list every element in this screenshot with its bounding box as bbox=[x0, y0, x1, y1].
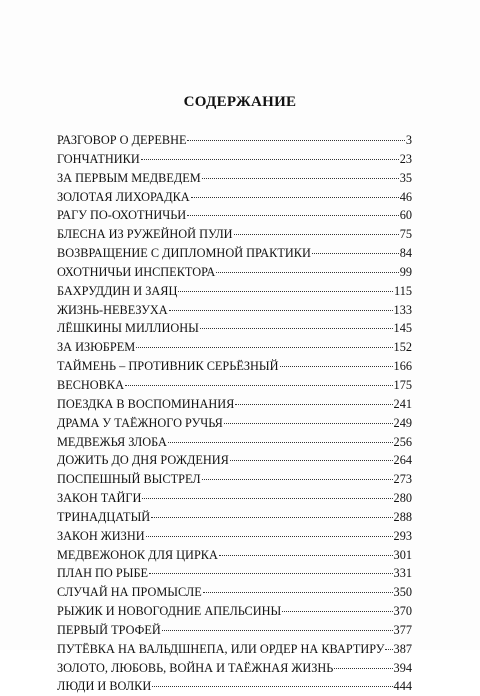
toc-entry bbox=[57, 414, 412, 433]
table-of-contents bbox=[57, 131, 412, 696]
toc-entry-page-number: 293 bbox=[393, 528, 412, 543]
dot-leader bbox=[168, 442, 393, 443]
dot-leader bbox=[312, 253, 399, 254]
dot-leader bbox=[235, 404, 392, 405]
toc-entry bbox=[57, 677, 412, 696]
toc-entry-page-number: 99 bbox=[399, 264, 412, 279]
toc-entry-page-number: 273 bbox=[393, 472, 412, 487]
toc-entry-page-number: 444 bbox=[393, 679, 412, 694]
toc-entry-page-number: 166 bbox=[393, 359, 412, 374]
toc-entry bbox=[57, 583, 412, 602]
dot-leader bbox=[149, 573, 393, 574]
toc-entry-title: СЛУЧАЙ НА ПРОМЫСЛЕ bbox=[57, 585, 202, 600]
toc-entry-title: ЗОЛОТАЯ ЛИХОРАДКА bbox=[57, 189, 190, 204]
toc-entry-title: МЕДВЕЖОНОК ДЛЯ ЦИРКА bbox=[57, 547, 218, 562]
toc-entry-page-number: 3 bbox=[405, 133, 412, 147]
toc-entry bbox=[57, 376, 412, 395]
toc-entry-title: ЗА ПЕРВЫМ МЕДВЕДЕМ bbox=[57, 170, 201, 185]
toc-entry-page-number: 152 bbox=[393, 340, 412, 355]
toc-entry-page-number: 280 bbox=[393, 491, 412, 506]
toc-entry-title: ТАЙМЕНЬ – ПРОТИВНИК СЕРЬЁЗНЫЙ bbox=[57, 359, 279, 374]
toc-entry-page-number: 264 bbox=[393, 453, 412, 468]
toc-entry bbox=[57, 451, 412, 470]
dot-leader bbox=[282, 611, 392, 612]
dot-leader bbox=[141, 159, 399, 160]
toc-entry bbox=[57, 433, 412, 452]
toc-entry-title: ЗОЛОТО, ЛЮБОВЬ, ВОЙНА И ТАЁЖНАЯ ЖИЗНЬ bbox=[57, 660, 334, 675]
toc-entry-title: БЛЕСНА ИЗ РУЖЕЙНОЙ ПУЛИ bbox=[57, 227, 233, 242]
dot-leader bbox=[191, 197, 399, 198]
toc-entry-page-number: 249 bbox=[393, 415, 412, 430]
toc-entry-title: ЛЁШКИНЫ МИЛЛИОНЫ bbox=[57, 321, 199, 336]
toc-entry bbox=[57, 282, 412, 301]
toc-entry-page-number: 35 bbox=[399, 170, 412, 185]
toc-entry bbox=[57, 131, 412, 150]
toc-entry-page-number: 46 bbox=[399, 189, 412, 204]
toc-entry-title: ЖИЗНЬ-НЕВЕЗУХА bbox=[57, 302, 168, 317]
dot-leader bbox=[136, 347, 392, 348]
toc-entry-title: ПУТЁВКА НА ВАЛЬДШНЕПА, ИЛИ ОРДЕР НА КВАРТИРУ bbox=[57, 641, 385, 656]
toc-entry bbox=[57, 206, 412, 225]
toc-entry bbox=[57, 395, 412, 414]
toc-entry bbox=[57, 527, 412, 546]
toc-entry-title: МЕДВЕЖЬЯ ЗЛОБА bbox=[57, 434, 167, 449]
dot-leader bbox=[219, 555, 393, 556]
toc-entry-title: ДРАМА У ТАЁЖНОГО РУЧЬЯ bbox=[57, 415, 223, 430]
toc-entry-title: ГОНЧАТНИКИ bbox=[57, 151, 140, 166]
toc-entry bbox=[57, 150, 412, 169]
toc-entry bbox=[57, 244, 412, 263]
dot-leader bbox=[234, 234, 399, 235]
dot-leader bbox=[202, 178, 399, 179]
dot-leader bbox=[152, 686, 392, 687]
toc-entry-title: ДОЖИТЬ ДО ДНЯ РОЖДЕНИЯ bbox=[57, 453, 229, 468]
dot-leader bbox=[280, 366, 393, 367]
toc-entry bbox=[57, 470, 412, 489]
dot-leader bbox=[216, 272, 398, 273]
toc-entry-title: ЛЮДИ И ВОЛКИ bbox=[57, 679, 152, 694]
page-title: СОДЕРЖАНИЕ bbox=[183, 94, 297, 110]
dot-leader bbox=[334, 668, 392, 669]
toc-entry bbox=[57, 357, 412, 376]
toc-entry bbox=[57, 602, 412, 621]
toc-entry-title: ПЕРВЫЙ ТРОФЕЙ bbox=[57, 622, 161, 637]
toc-entry-page-number: 60 bbox=[399, 208, 412, 223]
toc-entry bbox=[57, 338, 412, 357]
toc-entry-page-number: 115 bbox=[394, 283, 412, 298]
toc-entry-title: РАГУ ПО-ОХОТНИЧЬИ bbox=[57, 208, 187, 223]
toc-entry-title: БАХРУДДИН И ЗАЯЦ bbox=[57, 283, 178, 298]
dot-leader bbox=[187, 215, 399, 216]
toc-entry-page-number: 370 bbox=[393, 604, 412, 619]
toc-entry-title: ПЛАН ПО РЫБЕ bbox=[57, 566, 149, 581]
dot-leader bbox=[162, 630, 393, 631]
toc-entry bbox=[57, 659, 412, 678]
toc-entry-page-number: 377 bbox=[393, 622, 412, 637]
toc-entry-page-number: 387 bbox=[393, 641, 412, 656]
toc-entry bbox=[57, 640, 412, 659]
toc-entry-page-number: 256 bbox=[393, 434, 412, 449]
toc-entry-title: ЗАКОН ЖИЗНИ bbox=[57, 528, 145, 543]
dot-leader bbox=[142, 498, 392, 499]
toc-entry bbox=[57, 621, 412, 640]
toc-entry-page-number: 394 bbox=[393, 660, 412, 675]
toc-entry bbox=[57, 546, 412, 565]
toc-entry bbox=[57, 319, 412, 338]
dot-leader bbox=[125, 385, 393, 386]
toc-entry-page-number: 23 bbox=[399, 151, 412, 166]
dot-leader bbox=[230, 460, 393, 461]
dot-leader bbox=[224, 423, 393, 424]
toc-entry-page-number: 301 bbox=[393, 547, 412, 562]
toc-entry bbox=[57, 225, 412, 244]
dot-leader bbox=[202, 479, 393, 480]
toc-entry bbox=[57, 188, 412, 207]
dot-leader bbox=[187, 140, 404, 141]
toc-entry-title: ЗА ИЗЮБРЕМ bbox=[57, 340, 136, 355]
toc-entry-title: ПОЕЗДКА В ВОСПОМИНАНИЯ bbox=[57, 396, 235, 411]
toc-entry-page-number: 133 bbox=[393, 302, 412, 317]
toc-entry-title: ОХОТНИЧЬИ ИНСПЕКТОРА bbox=[57, 264, 216, 279]
toc-entry-page-number: 145 bbox=[393, 321, 412, 336]
toc-entry bbox=[57, 263, 412, 282]
dot-leader bbox=[169, 310, 393, 311]
toc-entry-title: ВЕСНОВКА bbox=[57, 377, 124, 392]
dot-leader bbox=[151, 517, 392, 518]
toc-entry-page-number: 350 bbox=[393, 585, 412, 600]
dot-leader bbox=[203, 592, 393, 593]
toc-entry-page-number: 84 bbox=[399, 246, 412, 261]
toc-entry-page-number: 75 bbox=[399, 227, 412, 242]
toc-entry-title: ТРИНАДЦАТЫЙ bbox=[57, 509, 151, 524]
toc-entry-page-number: 288 bbox=[393, 509, 412, 524]
toc-entry-page-number: 331 bbox=[393, 566, 412, 581]
toc-entry bbox=[57, 169, 412, 188]
toc-entry-title: ПОСПЕШНЫЙ ВЫСТРЕЛ bbox=[57, 472, 201, 487]
toc-entry-title: РЫЖИК И НОВОГОДНИЕ АПЕЛЬСИНЫ bbox=[57, 604, 282, 619]
toc-entry-page-number: 175 bbox=[393, 377, 412, 392]
dot-leader bbox=[146, 536, 393, 537]
dot-leader bbox=[178, 291, 393, 292]
toc-entry bbox=[57, 508, 412, 527]
dot-leader bbox=[200, 328, 393, 329]
toc-entry-title: ВОЗВРАЩЕНИЕ С ДИПЛОМНОЙ ПРАКТИКИ bbox=[57, 246, 311, 261]
toc-entry bbox=[57, 301, 412, 320]
toc-entry-title: ЗАКОН ТАЙГИ bbox=[57, 491, 142, 506]
toc-entry bbox=[57, 489, 412, 508]
toc-entry-title: РАЗГОВОР О ДЕРЕВНЕ bbox=[57, 133, 187, 147]
toc-entry bbox=[57, 564, 412, 583]
toc-entry-page-number: 241 bbox=[393, 396, 412, 411]
